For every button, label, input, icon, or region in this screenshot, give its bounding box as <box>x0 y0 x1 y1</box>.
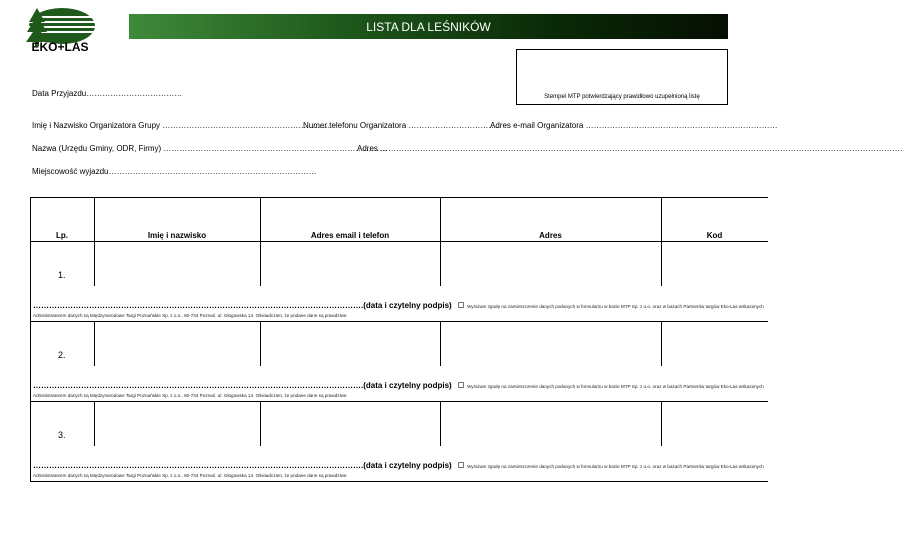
eko-las-logo <box>24 6 96 56</box>
table-col-divider <box>94 401 95 446</box>
stamp-box <box>516 49 728 105</box>
admin-note: Administratorem danych są Międzynarodowe Targi Poznańskie Sp. z o.o., 60-734 Poznań, ul. Głogowska 14. Oświadczam, że podane dane są prawdziwe. <box>33 393 348 398</box>
table-col-divider <box>661 401 662 446</box>
title-banner <box>129 14 728 39</box>
table-col-divider <box>440 241 441 286</box>
stamp-label: Stempel MTP potwierdzający prawidłowo uzupełnioną listę <box>544 94 700 100</box>
table-col-divider <box>661 241 662 286</box>
arrival-date-field[interactable]: Data Przyjazdu……………………………… <box>32 89 183 98</box>
row-number: 2. <box>58 350 66 360</box>
table-col-divider <box>94 241 95 286</box>
table-col-divider <box>440 401 441 446</box>
consent-checkbox[interactable] <box>458 302 464 308</box>
departure-city-field[interactable]: Miejscowość wyjazdu…………………………………………………………………… <box>32 167 317 176</box>
organizer-phone-field[interactable]: Numer telefonu Organizatora ……………………………. <box>303 121 499 130</box>
table-row-divider <box>30 321 768 322</box>
col-header-address: Adres <box>539 231 562 240</box>
consent-text: Wyrażam zgodę na zamieszczenie danych podanych w formularzu w bazie MTP Sp. z o.o. oraz w bazach Partnerów targów Eko-Las wskazanych <box>467 384 764 389</box>
table-col-divider <box>94 321 95 366</box>
col-header-email-phone: Adres email i telefon <box>310 231 390 240</box>
col-header-name: Imię i nazwisko <box>147 231 207 240</box>
table-col-divider <box>661 321 662 366</box>
row-number: 3. <box>58 430 66 440</box>
admin-note: Administratorem danych są Międzynarodowe Targi Poznańskie Sp. z o.o., 60-734 Poznań, ul. Głogowska 14. Oświadczam, że podane dane są prawdziwe. <box>33 473 348 478</box>
row-number: 1. <box>58 270 66 280</box>
col-header-lp: Lp. <box>56 231 68 240</box>
consent-text: Wyrażam zgodę na zamieszczenie danych podanych w formularzu w bazie MTP Sp. z o.o. oraz w bazach Partnerów targów Eko-Las wskazanych <box>467 464 764 469</box>
signature-line[interactable]: …………………………………………………………………………………………………………….(data i czytelny podpis) <box>33 381 452 390</box>
signature-line[interactable]: …………………………………………………………………………………………………………….(data i czytelny podpis) <box>33 301 452 310</box>
table-col-divider <box>260 401 261 446</box>
signature-line[interactable]: …………………………………………………………………………………………………………….(data i czytelny podpis) <box>33 461 452 470</box>
consent-checkbox[interactable] <box>458 462 464 468</box>
svg-text:EKO+LAS: EKO+LAS <box>31 40 89 54</box>
table-col-divider <box>260 241 261 286</box>
consent-checkbox[interactable] <box>458 382 464 388</box>
table-col-divider <box>260 321 261 366</box>
table-row-divider <box>30 401 768 402</box>
admin-note: Administratorem danych są Międzynarodowe Targi Poznańskie Sp. z o.o., 60-734 Poznań, ul. Głogowska 14. Oświadczam, że podane dane są prawdziwe. <box>33 313 348 318</box>
address-field[interactable]: Adres ……………………………………………………………………………………………………………………………………………………………………………. <box>357 144 902 153</box>
table-header-bottom <box>30 241 768 242</box>
table-top-border <box>30 197 768 198</box>
office-name-field[interactable]: Nazwa (Urzędu Gminy, ODR, Firmy) ………………………………………………………………………… <box>32 144 388 153</box>
table-row-divider <box>30 481 768 482</box>
organizer-name-field[interactable]: Imię i Nazwisko Organizatora Grupy ……………………………………………………… <box>32 121 331 130</box>
table-col-divider <box>440 321 441 366</box>
organizer-email-field[interactable]: Adres e-mail Organizatora ……………………………………………………………… <box>490 121 778 130</box>
page-title: LISTA DLA LEŚNIKÓW <box>366 19 491 34</box>
consent-text: Wyrażam zgodę na zamieszczenie danych podanych w formularzu w bazie MTP Sp. z o.o. oraz w bazach Partnerów targów Eko-Las wskazanych <box>467 304 764 309</box>
col-header-code: Kod <box>706 231 723 240</box>
